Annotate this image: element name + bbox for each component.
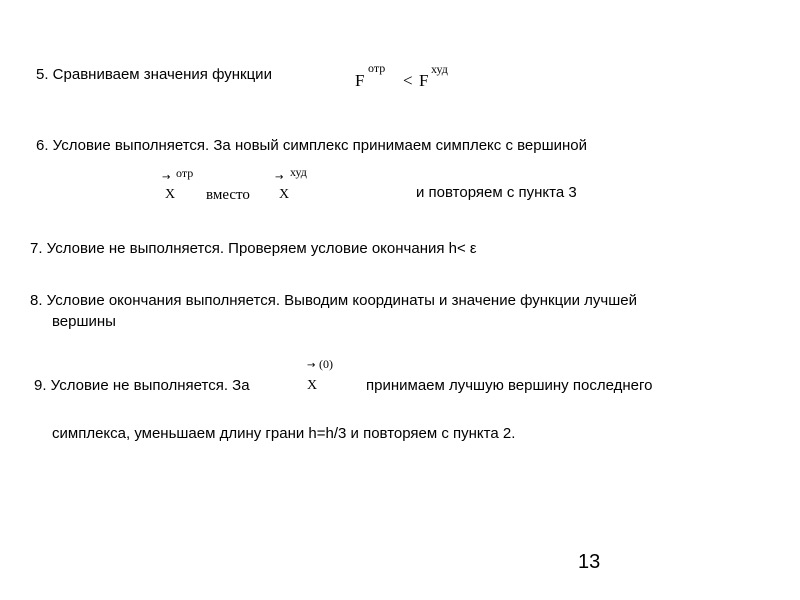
vector-arrow-icon: → [307, 360, 316, 371]
formula-sup: (0) [319, 357, 333, 371]
formula-operator: < [403, 71, 413, 90]
formula-left-sup: отр [368, 61, 386, 75]
step9-formula [305, 358, 355, 398]
formula-left-base: F [355, 71, 365, 90]
vector-arrow-icon: → [275, 172, 284, 183]
step8-line1: 8. Условие окончания выполняется. Выводим координаты и значение функции лучшей [30, 292, 637, 309]
formula-right-sup: худ [290, 165, 307, 179]
step5-text: 5. Сравниваем значения функции [36, 66, 272, 83]
step8-line2: вершины [52, 313, 116, 330]
formula-right-base: F [419, 71, 429, 90]
step9-line2: симплекса, уменьшаем длину грани h=h/3 и повторяем с пункта 2. [52, 425, 516, 442]
formula-base: X [307, 378, 318, 393]
vector-arrow-icon: → [162, 172, 171, 183]
step5-formula [355, 61, 470, 92]
step7-text: 7. Условие не выполняется. Проверяем условие окончания h< ε [30, 240, 477, 257]
step6-tail: и повторяем с пункта 3 [416, 184, 577, 201]
formula-middle-word: вместо [206, 187, 250, 203]
step6-formula [162, 165, 342, 204]
formula-right-sup: худ [431, 62, 448, 76]
formula-left-sup: отр [176, 166, 194, 180]
formula-left-base: X [165, 187, 176, 202]
formula-right-base: X [279, 187, 290, 202]
step9-line1-before: 9. Условие не выполняется. За [34, 377, 250, 394]
slide-number: 13 [578, 551, 601, 573]
step6-text: 6. Условие выполняется. За новый симплекс принимаем симплекс с вершиной [36, 137, 588, 154]
step9-line1-after: принимаем лучшую вершину последнего [366, 377, 653, 394]
